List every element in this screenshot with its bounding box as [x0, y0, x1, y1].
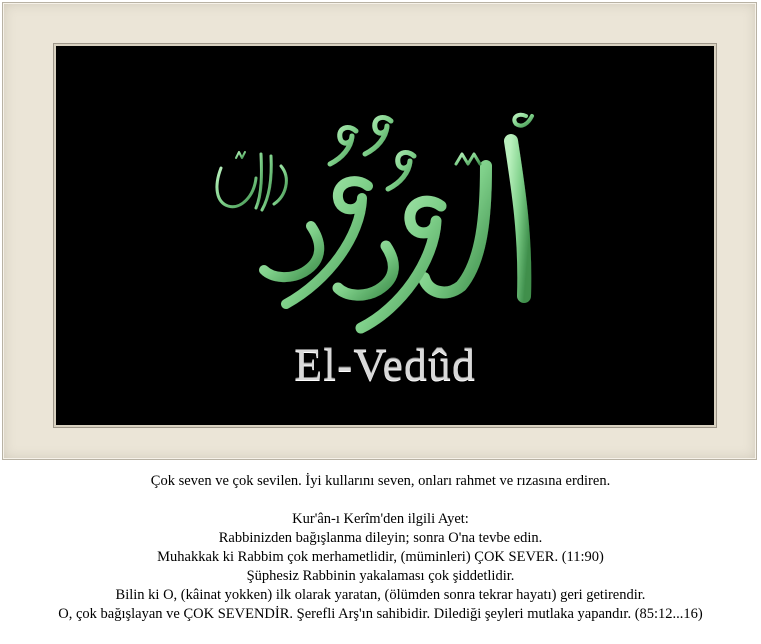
description-text: Çok seven ve çok sevilen. İyi kullarını seven, onları rahmet ve rızasına erdiren.	[150, 473, 611, 489]
picture-frame	[2, 2, 757, 460]
verse-line: Rabbinizden bağışlanma dileyin; sonra O'na tevbe edin.	[218, 530, 543, 546]
verse-line: Bilin ki O, (kâinat yokken) ilk olarak yaratan, (ölümden sonra tekrar hayatı) geri getirendir.	[115, 587, 646, 603]
verse-line: Şüphesiz Rabbinin yakalaması çok şiddetlidir.	[246, 568, 515, 584]
verse-heading: Kur'ân-ı Kerîm'den ilgili Ayet:	[292, 511, 469, 527]
artwork-panel	[54, 44, 716, 427]
name-latin-title: El-Vedûd	[294, 339, 476, 390]
verse-line: Muhakkak ki Rabbim çok merhametlidir, (müminleri) ÇOK SEVER. (11:90)	[157, 549, 604, 565]
caption-block	[0, 472, 761, 624]
verse-line: O, çok bağışlayan ve ÇOK SEVENDİR. Şerefli Arş'ın sahibidir. Dilediği şeyleri mutlaka yapandır. (85:12...16)	[58, 606, 703, 622]
